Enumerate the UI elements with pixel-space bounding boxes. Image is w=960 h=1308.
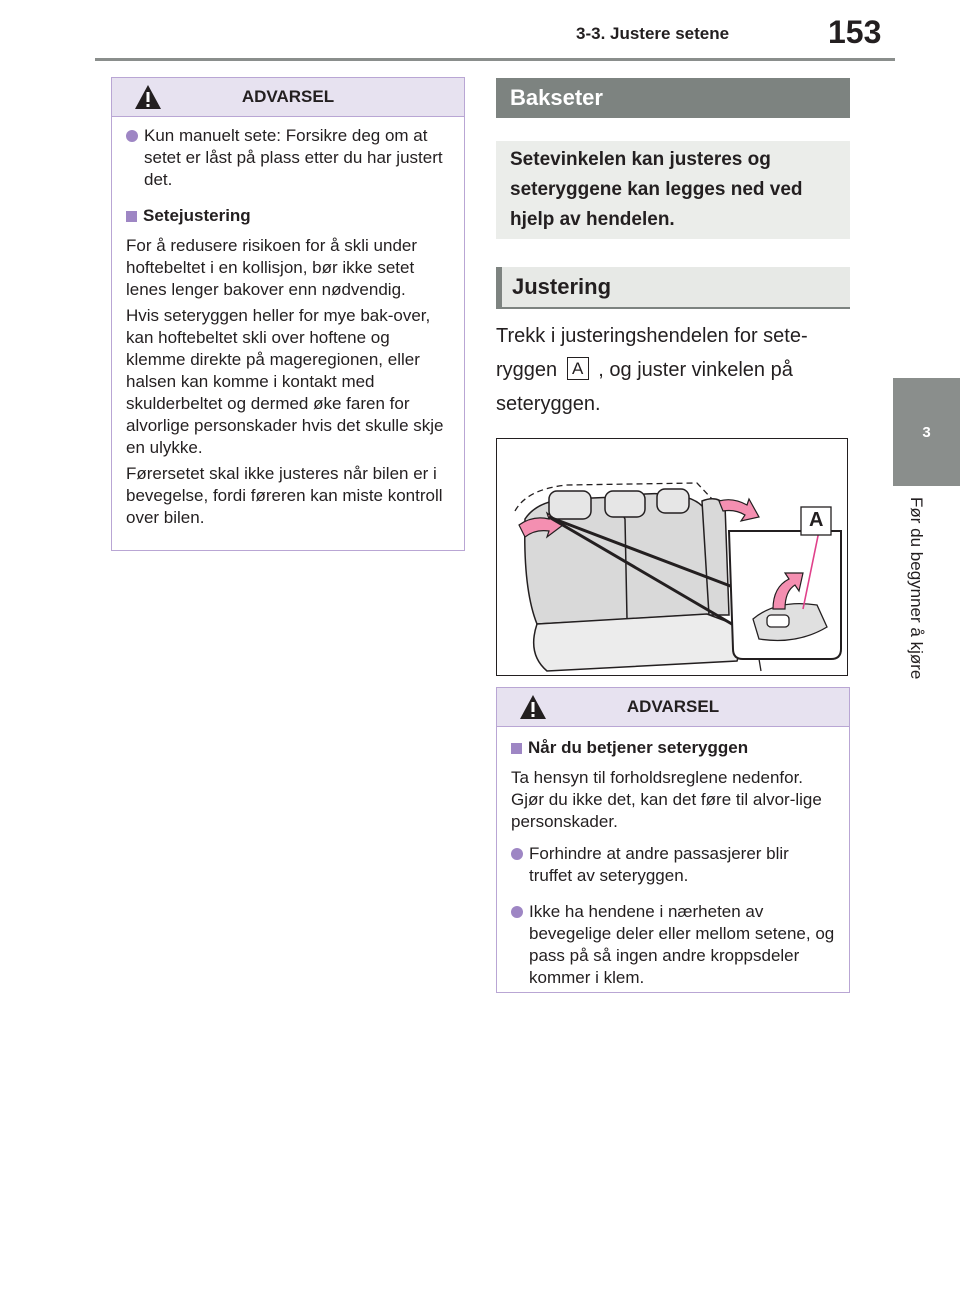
section-heading: Bakseter xyxy=(496,78,850,118)
paragraph: Ta hensyn til forholdsreglene nedenfor. Gjør du ikke det, kan det føre til alvor-lige personskader. xyxy=(511,768,822,831)
subheading xyxy=(511,737,835,759)
label-a: A xyxy=(567,357,589,380)
warning-header xyxy=(497,688,849,727)
paragraph: Hvis seteryggen heller for mye bak-over, kan hoftebeltet skli over hoftene og klemme direkte på mageregionen, eller halsen kan komme i kontakt med skulderbeltet og dermed øke faren for alvorlige personskader hvis det skulle skje en ulykke. xyxy=(126,306,444,457)
warning-triangle-icon xyxy=(134,84,162,110)
bullet-text: Kun manuelt sete: Forsikre deg om at setet er låst på plass etter du har justert det. xyxy=(144,126,443,189)
page-number: 153 xyxy=(828,14,882,50)
chapter-side-label xyxy=(906,497,936,797)
instruction-text xyxy=(496,319,856,421)
paragraph: For å redusere risikoen for å skli under hoftebeltet i en kollisjon, bør ikke setet lenes lenger bakover enn nødvendig. xyxy=(126,236,418,299)
right-warning-box xyxy=(496,687,850,993)
chapter-number: 3 xyxy=(922,423,931,441)
subheading xyxy=(126,205,450,227)
warning-title: ADVARSEL xyxy=(241,87,335,106)
intro-box: Setevinkelen kan justeres og seteryggene kan legges ned ved hjelp av hendelen. xyxy=(496,141,850,239)
list-item xyxy=(126,125,450,191)
chapter-tab[interactable] xyxy=(893,378,960,486)
subheading-text: Setejustering xyxy=(143,206,251,225)
bullet-text: Ikke ha hendene i nærheten av bevegelige deler eller mellom setene, og pass på så ingen andre kroppsdeler kommer i klem. xyxy=(529,902,835,987)
warning-triangle-icon xyxy=(519,694,547,720)
square-bullet-icon xyxy=(511,743,522,754)
subsection-heading: Justering xyxy=(496,267,850,309)
bullet-text: Forhindre at andre passasjerer blir truffet av seteryggen. xyxy=(529,844,789,885)
left-warning-box xyxy=(111,77,465,551)
instruction-part: Trekk i justeringshendelen for sete-ryggen xyxy=(496,325,808,381)
instruction-part: , og juster vinkelen på seteryggen. xyxy=(496,359,793,415)
rear-seat-drawing xyxy=(497,439,847,675)
list-item xyxy=(511,901,835,989)
bullet-icon xyxy=(126,130,138,142)
bullet-icon xyxy=(511,906,523,918)
callout-label-a: A xyxy=(809,509,824,531)
header-divider xyxy=(95,58,895,61)
chapter-title: Før du begynner å kjøre xyxy=(907,497,926,680)
subheading-text: Når du betjener seteryggen xyxy=(528,738,749,757)
warning-title: ADVARSEL xyxy=(626,697,720,716)
bullet-icon xyxy=(511,848,523,860)
list-item xyxy=(511,843,835,887)
warning-header xyxy=(112,78,464,117)
paragraph: Førersetet skal ikke justeres når bilen er i bevegelse, fordi føreren kan miste kontroll over bilen. xyxy=(126,464,443,527)
section-title: 3-3. Justere setene xyxy=(576,24,730,43)
square-bullet-icon xyxy=(126,211,137,222)
rear-seat-illustration xyxy=(496,438,848,676)
